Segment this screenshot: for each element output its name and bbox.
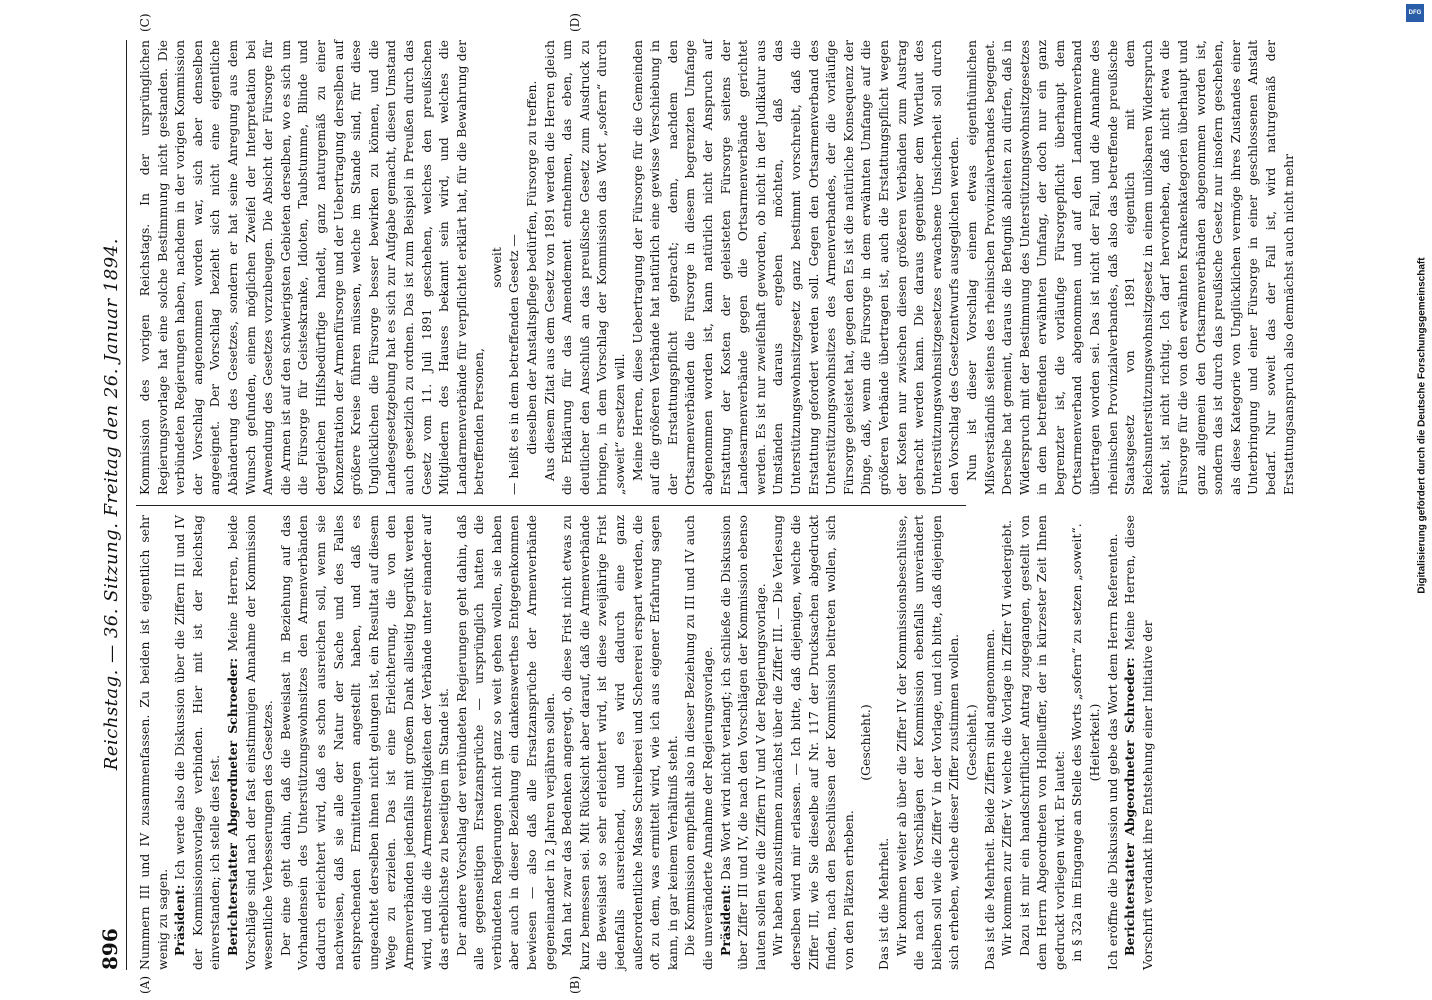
paragraph bbox=[1016, 515, 1069, 970]
right-column bbox=[136, 40, 1297, 495]
paragraph-text: Ich werde also die Diskussion über die Ziffern III und IV der Kommissionsvorlage verbinden. Hier mit ist der Reichstag einverstanden; ich stelle dies fest. bbox=[172, 515, 223, 970]
speaker-name: Präsident: bbox=[717, 884, 733, 956]
paragraph bbox=[963, 40, 1297, 495]
paragraph-text: Meine Herren, beide Vorschläge sind nach der fast einstimmigen Annahme der Kommission wesentliche Verbesserungen des Gesetzes. bbox=[224, 515, 276, 970]
paragraph bbox=[629, 40, 963, 495]
paragraph-text: Meine Herren, diese Vorschrift verdankt ihre Entstehung einer Initiative der bbox=[1122, 515, 1155, 970]
paragraph-text: Wir kommen zur Ziffer V, welche die Vorlage in Ziffer VI wiedergiebt. bbox=[999, 519, 1015, 956]
page-number: 896 bbox=[98, 928, 122, 970]
margin-marker-c: (C) bbox=[138, 13, 152, 32]
paragraph-text: — heißt es in dem betreffenden Gesetz — bbox=[506, 234, 522, 495]
paragraph-text: Kommission des vorigen Reichstags. In der ursprünglichen Regierungsvorlage hat eine solche Bestimmung nicht gestanden. Die verbündeten Regierungen haben, nachdem in der vorigen Kommission der Vorschlag angenommen worden war, sich aber denselben angeeignet. Der Vorschlag bezieht sich nicht eine eigentliche Abänderung des Gesetzes, sondern er hat seine Anregung aus dem Wunsch gefunden, einem möglichen Zweifel der Interpretation bei Anwendung des Gesetzes vorzubeugen. Die Absicht der Fürsorge für die Armen ist auf den schwierigsten Gebieten derselben, wo es sich um die Fürsorge für Geisteskranke, Idioten, Taubstumme, Blinde und dergleichen Hilfsbedürftige handelt, ganz naturgemäß zu einer Konzentration der Armenfürsorge und der Uebertragung derselben auf größere Kreise führen müssen, welche im Stande sind, für diese Unglücklichen die Fürsorge besser bewirken zu können, und die Landesgesetzgebung hat es sich zur Aufgabe gemacht, diesen Umstand auch gesetzlich zu ordnen. Das ist zum Beispiel in Preußen durch das Gesetz vom 11. Juli 1891 geschehen, welches den preußischen Mitgliedern des Hauses bekannt sein wird, und welches die Landarmenverbände für verpflichtet erklärt hat, für die Bewahrung der betreffenden Personen, bbox=[137, 40, 487, 495]
paragraph bbox=[453, 515, 559, 970]
paragraph-text: Der andere Vorschlag der verbündeten Regierungen geht dahin, daß alle gegenseitigen Ersatzansprüche — ursprünglich hatten die verbündeten Regierungen nicht ganz so weit gehen wollen, sie haben aber auch in dieser Beziehung ein dankenswerthes Entgegenkommen bewiesen — also daß alle Ersatzansprüche der Armenverbände gegeneinander in 2 Jahren verjähren sollen. bbox=[453, 515, 557, 970]
paragraph-text: Wir kommen weiter ab über die Ziffer IV der Kommissionsbeschlüsse, die nach den Vorschlägen der Kommission ebenfalls unverändert bleiben soll wie die Ziffer V in der Vorlage, und ich bitte, daß diejenigen sich erheben, welche dieser Ziffer zustimmen wollen. bbox=[893, 515, 962, 970]
paragraph-text: (Heiterkeit.) bbox=[1087, 703, 1103, 782]
paragraph bbox=[523, 40, 541, 495]
speaker-name: Berichterstatter Abgeordneter Schroeder: bbox=[1122, 657, 1138, 956]
paragraph bbox=[277, 515, 453, 970]
paragraph bbox=[857, 515, 875, 970]
paragraph bbox=[1068, 515, 1086, 970]
paragraph bbox=[224, 515, 277, 970]
paragraph-text: Man hat zwar das Bedenken angeregt, ob diese Frist nicht etwas zu kurz bemessen sei. Mit Rücksicht aber darauf, daß die Armenverbände die Beweislast so sehr erleichtert wird, ist diese zweijährige Frist jedenfalls ausreichend, und es wird dadurch eine ganz außerordentliche Masse Schreiberei und Schererei erspart werden, die oft zu dem, was ermittelt wird, wie ich aus eigener Erfahrung sagen kann, in gar keinem Verhältniß steht. bbox=[559, 515, 680, 970]
paragraph-text: Nummern III und IV zusammenfassen. Zu beiden ist eigentlich sehr wenig zu sagen. bbox=[137, 515, 170, 970]
paragraph-text: (Geschieht.) bbox=[963, 704, 979, 781]
paragraph-text: dieselben der Anstaltspflege bedürfen, Fürsorge zu treffen. bbox=[524, 80, 540, 455]
side-credit bbox=[1402, 0, 1430, 1000]
paragraph bbox=[136, 40, 488, 495]
paragraph bbox=[488, 40, 506, 495]
paragraph bbox=[681, 515, 716, 970]
paragraph-text: Das ist die Mehrheit. Beide Ziffern sind angenommen. bbox=[981, 628, 997, 970]
paragraph-text: Aus diesem Zitat aus dem Gesetz von 1891 werden die Herren gleich die Erklärung für das Amendement entnehmen, das eben, um deutlicher den Anschluß an das preußische Gesetz zum Ausdruck zu bringen, in dem Vorschlag der Kommission das Wort „sofern“ durch „soweit“ ersetzen will. bbox=[541, 40, 628, 495]
paragraph-text: soweit bbox=[488, 247, 504, 288]
paragraph bbox=[505, 40, 523, 495]
paragraph-text: Die Kommission empfiehlt also in dieser Beziehung zu III und IV auch die unveränderte Annahme der Regierungsvorlage. bbox=[682, 515, 715, 970]
column-divider bbox=[136, 505, 966, 506]
paragraph bbox=[717, 515, 770, 970]
speaker-name: Berichterstatter Abgeordneter Schroeder: bbox=[224, 657, 240, 956]
paragraph-text: Dazu ist mir ein handschriftlicher Antrag zugegangen, gestellt von dem Herrn Abgeordneten von Hollleuffer, der in kürzester Zeit Ihnen gedruckt vorliegen wird. Er lautet: bbox=[1016, 515, 1067, 970]
paragraph bbox=[1104, 515, 1122, 970]
dfg-logo: DFG bbox=[1406, 4, 1424, 22]
paragraph bbox=[998, 515, 1016, 970]
paragraph-text: Meine Herren, diese Uebertragung der Fürsorge für die Gemeinden auf die größeren Verbände hat natürlich eine gewisse Verschiebung in der Erstattungspflicht gebracht; denn, nachdem den Ortsarmenverbänden die Fürsorge in diesem begrenzten Umfange abgenommen worden ist, kann natürlich nicht der Anspruch auf Erstattung der Kosten der geleisteten Fürsorge seitens der Landesarmenverbände gegen die Ortsarmenverbände gerichtet werden. Es ist nur zweifelhaft geworden, ob nicht in der Judikatur aus Umständen daraus ergeben möchten, daß das Unterstützungswohnsitzgesetz ganz bestimmt vorschreibt, daß die Erstattung gefordert werden soll. Gegen den Ortsarmenverband des Unterstützungswohnsitzes des Armenverbandes, der die vorläufige Fürsorge geleistet hat, gegen den Es ist die natürliche Konsequenz der Dinge, daß, wenn die Fürsorge in dem erwähnten Umfange auf die größeren Verbände übertragen ist, auch die Erstattungspflicht wegen der Kosten nur zwischen diesen größeren Verbänden zum Austrag gebracht werden kann. Die daraus gegenüber dem Wortlaut des Unterstützungswohnsitzgesetzes erwachsene Unsicherheit soll durch den Vorschlag des Gesetzentwurfs ausgeglichen werden. bbox=[629, 40, 962, 495]
dfg-credit-text: Digitalisierung gefördert durch die Deutsche Forschungsgemeinschaft bbox=[1416, 257, 1428, 594]
paragraph-text: Das ist die Mehrheit. bbox=[875, 837, 891, 970]
paragraph bbox=[171, 515, 224, 970]
margin-marker-b: (B) bbox=[568, 975, 582, 994]
paragraph-text: Ich eröffne die Diskussion und gebe das Wort dem Herrn Referenten. bbox=[1104, 533, 1120, 970]
paragraph bbox=[541, 40, 629, 495]
paragraph bbox=[893, 515, 963, 970]
paragraph bbox=[1086, 515, 1104, 970]
paragraph-text: Wir haben abzustimmen zunächst über die Ziffer III. — Die Verlesung derselben wird mir erlassen. — Ich bitte, daß diejenigen, welche die Ziffer III, wie Sie dieselbe auf Nr. 117 der Drucksachen abgedruckt finden, nach den Beschlüssen der Kommission beitreten wollen, sich von den Plätzen erheben. bbox=[770, 515, 856, 970]
paragraph bbox=[963, 515, 981, 970]
paragraph-text: (Geschieht.) bbox=[858, 704, 874, 781]
paragraph bbox=[981, 515, 999, 970]
paragraph bbox=[1121, 515, 1156, 970]
paragraph bbox=[875, 515, 893, 970]
header-title: Reichstag. — 36. Sitzung. Freitag den 26. Januar 1894. bbox=[101, 238, 122, 771]
page-header bbox=[88, 40, 122, 970]
header-rule bbox=[126, 40, 127, 970]
paragraph-text: Das Wort wird nicht verlangt; ich schließe die Diskussion über Ziffer III und IV, die nach den Vorschlägen der Kommission ebenso lauten sollen wie die Ziffern IV und V der Regierungsvorlage. bbox=[717, 515, 768, 970]
paragraph bbox=[558, 515, 681, 970]
paragraph-text: Nun ist dieser Vorschlag einem etwas eigenthümlichen Mißverständniß seitens des rheinischen Provinzialverbandes begegnet. Derselbe hat gemeint, daraus die Befugniß ableiten zu dürfen, daß in Widerspruch mit der Bestimmung des Unterstützungswohnsitzgesetzes in dem betreffenden erwähnten Umfang, der doch nur ein ganz begrenzter ist, die vorläufige Fürsorgepflicht überhaupt dem Ortsarmenverband abgenommen und auf den Landarmenverband übertragen worden sei. Das ist nicht der Fall, und die Annahme des rheinischen Provinzialverbandes, daß also das betreffende preußische Staatsgesetz von 1891 eigentlich mit dem Reichsunterstützungswohnsitzgesetz in einem unlösbaren Widerspruch steht, ist nicht richtig. Ich darf hervorheben, daß nicht etwa die Fürsorge für die von den erwähnten Krankenkategorien überhaupt und ganz allgemein den Ortsarmenverbänden abgenommen worden ist, sondern das ist durch das preußische Gesetz nur insofern geschehen, als diese Kategorie von Unglücklichen vermöge ihres Zustandes einer Unterbringung und einer Fürsorge in einer geschlossenen Anstalt bedarf. Nur soweit das der Fall ist, wird naturgemäß der Erstattungsanspruch also demnächst auch nicht mehr bbox=[963, 40, 1296, 495]
paragraph bbox=[769, 515, 857, 970]
paragraph bbox=[136, 515, 171, 970]
left-column bbox=[136, 515, 1156, 970]
paragraph-text: Der eine geht dahin, daß die Beweislast in Beziehung auf das Vorhandensein des Unterstützungswohnsitzes den Armenverbänden dadurch erleichtert wird, daß es schon ausreichen soll, wenn sie nachweisen, daß sie alle der Natur der Sache und des Falles entsprechenden Ermittelungen angestellt haben, und daß es ungeachtet derselben ihnen nicht gelungen ist, ein Resultat auf diesem Wege zu erzielen. Das ist eine Erleichterung, die von den Armenverbänden jedenfalls mit großem Dank allseitig begrüßt werden wird, und die die Armenstreitigkeiten der Verbände unter einander auf das erheblichste zu beseitigen im Stande ist. bbox=[277, 515, 452, 970]
newspaper-page bbox=[48, 0, 1378, 1000]
margin-marker-d: (D) bbox=[568, 13, 582, 32]
margin-marker-a: (A) bbox=[138, 975, 152, 994]
speaker-name: Präsident: bbox=[172, 884, 188, 956]
paragraph-text: in § 32a im Eingange an Stelle des Worts „sofern“ zu setzen „soweit“. bbox=[1069, 523, 1085, 962]
